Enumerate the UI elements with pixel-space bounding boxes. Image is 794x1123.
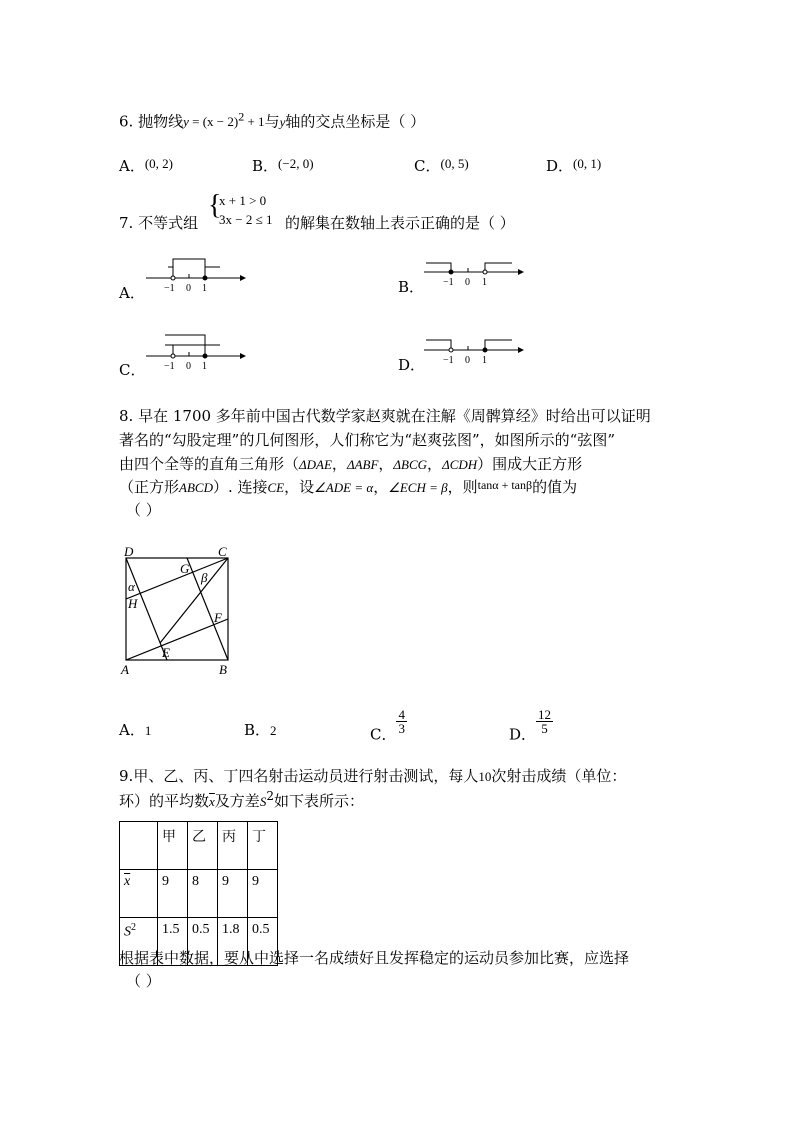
label-beta: β: [201, 570, 208, 585]
table-cell: [120, 822, 158, 870]
q8-line1: 8. 早在 1700 多年前中国古代数学家赵爽就在注解《周髀算经》时给出可以证明: [119, 407, 651, 425]
q6-option-a[interactable]: A．(0, 2): [119, 156, 174, 175]
line-bg: [187, 558, 228, 660]
q9-line1: 9.甲、乙、丙、丁四名射击运动员进行射击测试，每人10次射击成绩（单位：: [119, 767, 627, 785]
q6-axis: y: [279, 114, 286, 130]
tick-label: 0: [186, 283, 191, 293]
label-b: B: [219, 662, 227, 677]
tick-label: −1: [443, 277, 454, 288]
q8-paren: （ ）: [126, 501, 161, 519]
tick-label: 1: [202, 361, 207, 372]
tick-label: −1: [164, 361, 175, 372]
q9-paren: （ ）: [126, 972, 161, 990]
q7-numberline-c[interactable]: [140, 330, 250, 372]
table-cell: 9: [218, 870, 248, 918]
table-cell: 甲: [158, 822, 188, 870]
table-cell: 1.8: [218, 918, 248, 966]
q6-number: 6.: [119, 112, 134, 131]
q7-brace: {: [208, 190, 222, 221]
q7-numberline-b[interactable]: [422, 258, 527, 290]
q6-option-c[interactable]: C．(0, 5): [414, 156, 469, 175]
table-cell: 乙: [188, 822, 218, 870]
label-e: E: [162, 645, 170, 660]
q9-line3: 根据表中数据，要从中选择一名成绩好且发挥稳定的运动员参加比赛，应选择: [119, 949, 630, 967]
label-f: F: [214, 610, 222, 625]
q6-option-b[interactable]: B．(−2, 0): [252, 156, 314, 175]
q8-line4: （正方形ABCD）. 连接CE，设∠ADE = α，∠ECH = β，则$^{tan\alpha + tan\beta}$的值为: [119, 478, 578, 496]
table-row: [120, 870, 278, 918]
q7-option-c-label[interactable]: C．: [119, 361, 146, 379]
label-d: D: [124, 544, 134, 559]
tick-label: −1: [443, 355, 454, 366]
table-cell: 0.5: [188, 918, 218, 966]
table-cell: 9: [248, 870, 278, 918]
tick-label: 1: [482, 355, 487, 366]
tick-label: 0: [465, 355, 470, 366]
q6-option-d[interactable]: D．(0, 1): [546, 156, 602, 175]
table-cell: 丁: [248, 822, 278, 870]
label-alpha: α: [128, 579, 135, 594]
q6-prefix: 抛物线: [138, 112, 184, 131]
table-cell: 丙: [218, 822, 248, 870]
q7-option-b-label[interactable]: B．: [398, 278, 425, 296]
label-h: H: [128, 596, 138, 611]
q7-option-a-label[interactable]: A．: [119, 284, 145, 302]
q6-suffix: 轴的交点坐标是（ ）: [285, 112, 426, 131]
q7-ineq2: 3x − 2 ≤ 1: [219, 212, 273, 227]
q8-option-c[interactable]: C． $\frac{4}{3}$: [370, 707, 405, 744]
table-cell: $\overline{x}$: [120, 870, 158, 918]
table-cell: 0.5: [248, 918, 278, 966]
label-a: A: [121, 662, 129, 677]
line-ce: [160, 558, 228, 643]
q7-numberline-a[interactable]: [140, 253, 250, 293]
tick-label: 1: [482, 277, 487, 288]
q8-option-b[interactable]: B．2: [244, 721, 277, 739]
q7-option-d-label[interactable]: D．: [398, 356, 426, 374]
label-g: G: [180, 561, 190, 576]
square-abcd: [126, 558, 228, 660]
q6-equation: $y = (x - 2)^2 + 1$: [183, 110, 265, 130]
table-cell: $S^2$: [120, 918, 158, 966]
q8-figure: [116, 540, 246, 680]
tick-label: 0: [465, 277, 470, 288]
q8-line2: 著名的“勾股定理”的几何图形，人们称它为“赵爽弦图”，如图所示的“弦图”: [119, 431, 616, 449]
tick-label: −1: [164, 283, 175, 293]
q7-ineq1: x + 1 > 0: [219, 193, 267, 208]
tick-label: 1: [202, 283, 207, 293]
tick-label: 0: [186, 361, 191, 372]
q9-line2: 环）的平均数$\overline{x}$及方差$S^2$如下表所示：: [119, 789, 364, 810]
q8-option-a[interactable]: A．1: [119, 721, 152, 739]
q7-numberline-d[interactable]: [422, 335, 527, 367]
table-cell: 9: [158, 870, 188, 918]
q7-suffix: 的解集在数轴上表示正确的是（ ）: [285, 214, 515, 232]
q7-stem: 7. 不等式组: [119, 214, 199, 232]
label-c: C: [218, 544, 227, 559]
table-header-row: [120, 822, 278, 870]
line-af: [126, 619, 228, 660]
table-cell: 8: [188, 870, 218, 918]
table-cell: 1.5: [158, 918, 188, 966]
q8-line3: 由四个全等的直角三角形（ΔDAE，ΔABF，ΔBCG，ΔCDH）围成大正方形: [119, 455, 583, 473]
q9-table: [119, 821, 278, 966]
line-ch: [126, 558, 228, 599]
q6-mid: 与: [264, 112, 280, 131]
q8-option-d[interactable]: D． $\frac{12}{5}$: [509, 707, 552, 744]
q6-stem: [119, 110, 425, 131]
